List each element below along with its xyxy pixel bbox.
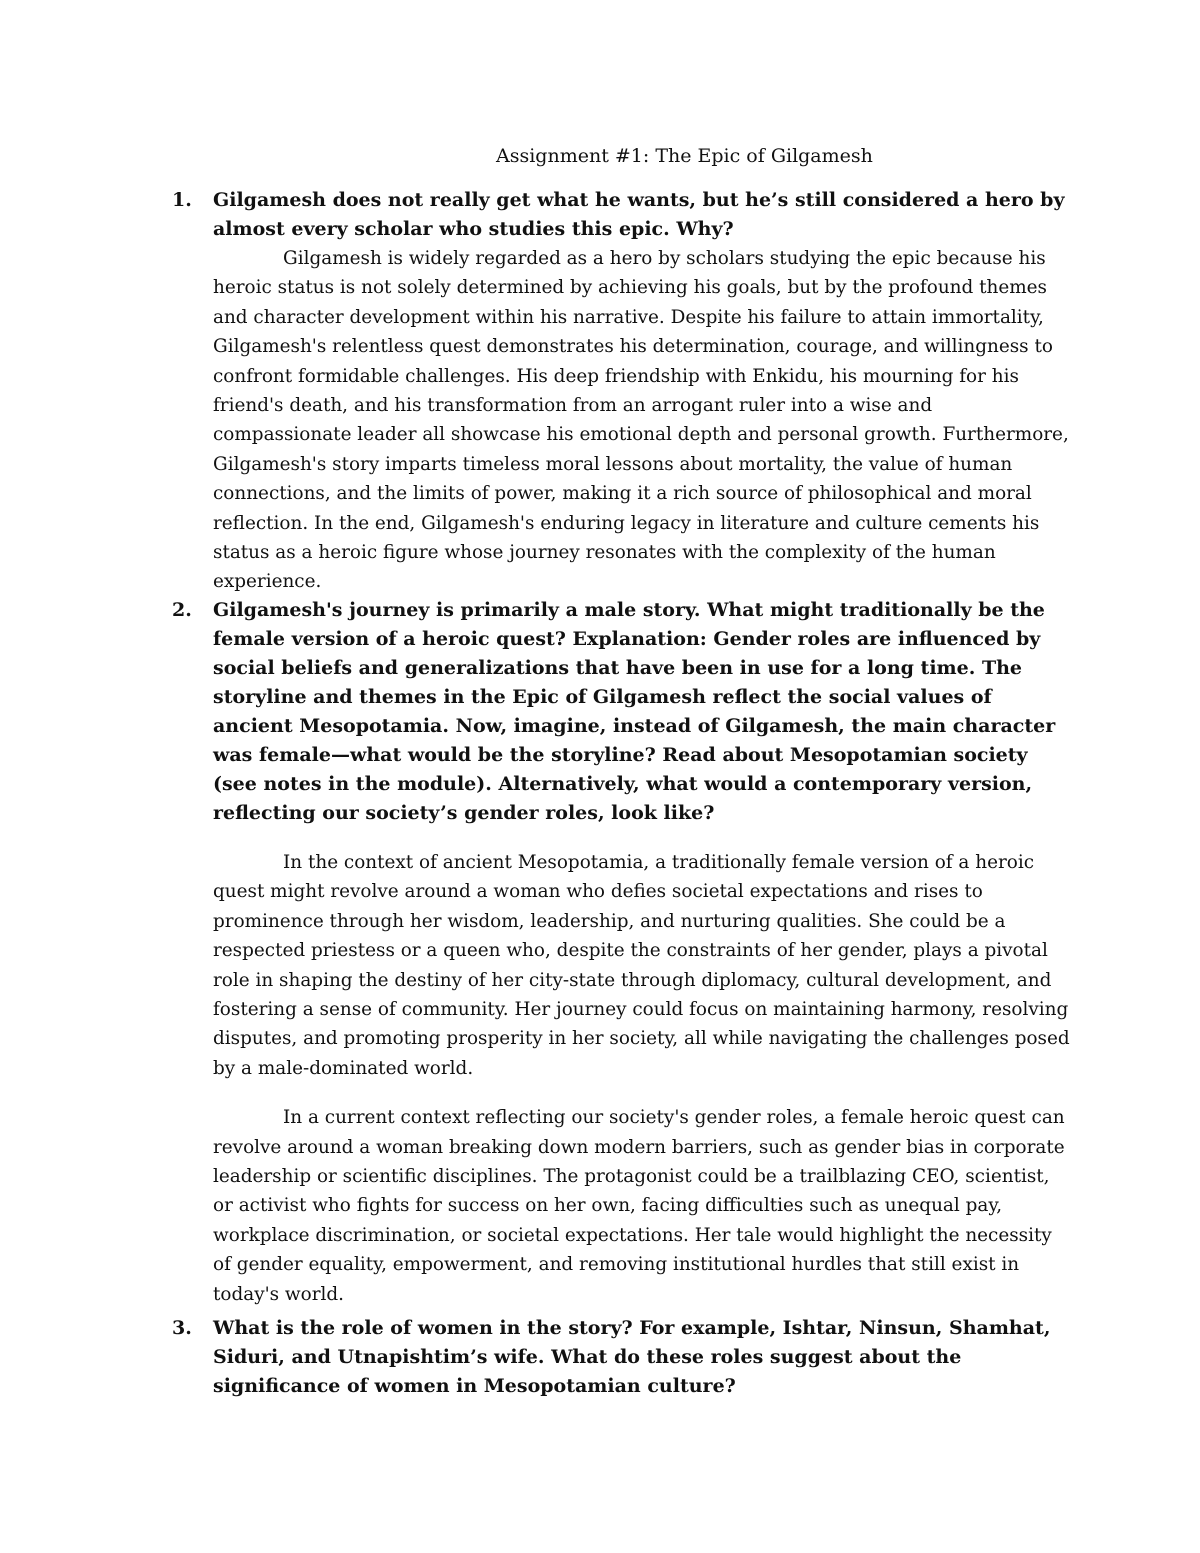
question-1 (172, 186, 1072, 597)
question-number: 1. (172, 189, 192, 211)
question-prompt: Gilgamesh does not really get what he wants, but he’s still considered a hero by almost every scholar who studies this epic. Why? (213, 189, 1065, 240)
question-number: 3. (172, 1317, 192, 1339)
document-title: Assignment #1: The Epic of Gilgamesh (496, 145, 873, 167)
answer-paragraph: Gilgamesh is widely regarded as a hero by scholars studying the epic because his heroic status is not solely determined by achieving his goals, but by the profound themes and character development within his narrative. Despite his failure to attain immortality, Gilgamesh's relentless quest demonstrates his determination, courage, and willingness to confront formidable challenges. His deep friendship with Enkidu, his mourning for his friend's death, and his transformation from an arrogant ruler into a wise and compassionate leader all showcase his emotional depth and personal growth. Furthermore, Gilgamesh's story imparts timeless moral lessons about mortality, the value of human connections, and the limits of power, making it a rich source of philosophical and moral reflection. In the end, Gilgamesh's enduring legacy in literature and culture cements his status as a heroic figure whose journey resonates with the complexity of the human experience. (213, 248, 1069, 593)
question-2 (172, 596, 1072, 1309)
answer-paragraph: In the context of ancient Mesopotamia, a traditionally female version of a heroic quest might revolve around a woman who defies societal expectations and rises to prominence through her wisdom, leadership, and nurturing qualities. She could be a respected priestess or a queen who, despite the constraints of her gender, plays a pivotal role in shaping the destiny of her city-state through diplomacy, cultural development, and fostering a sense of community. Her journey could focus on maintaining harmony, resolving disputes, and promoting prosperity in her society, all while navigating the challenges posed by a male-dominated world. (213, 852, 1070, 1079)
answer-paragraph: In a current context reflecting our society's gender roles, a female heroic quest can revolve around a woman breaking down modern barriers, such as gender bias in corporate leadership or scientific disciplines. The protagonist could be a trailblazing CEO, scientist, or activist who fights for success on her own, facing difficulties such as unequal pay, workplace discrimination, or societal expectations. Her tale would highlight the necessity of gender equality, empowerment, and removing institutional hurdles that still exist in today's world. (213, 1107, 1065, 1305)
question-3 (172, 1314, 1072, 1401)
question-prompt: What is the role of women in the story? For example, Ishtar, Ninsun, Shamhat, Siduri, and Utnapishtim’s wife. What do these roles suggest about the significance of women in Mesopotamian culture? (213, 1317, 1051, 1397)
question-prompt: Gilgamesh's journey is primarily a male story. What might traditionally be the female version of a heroic quest? Explanation: Gender roles are influenced by social beliefs and generalizations that have been in use for a long time. The storyline and themes in the Epic of Gilgamesh reflect the social values of ancient Mesopotamia. Now, imagine, instead of Gilgamesh, the main character was female—what would be the storyline? Read about Mesopotamian society (see notes in the module). Alternatively, what would a contemporary version, reflecting our society’s gender roles, look like? (213, 599, 1056, 824)
question-number: 2. (172, 599, 192, 621)
